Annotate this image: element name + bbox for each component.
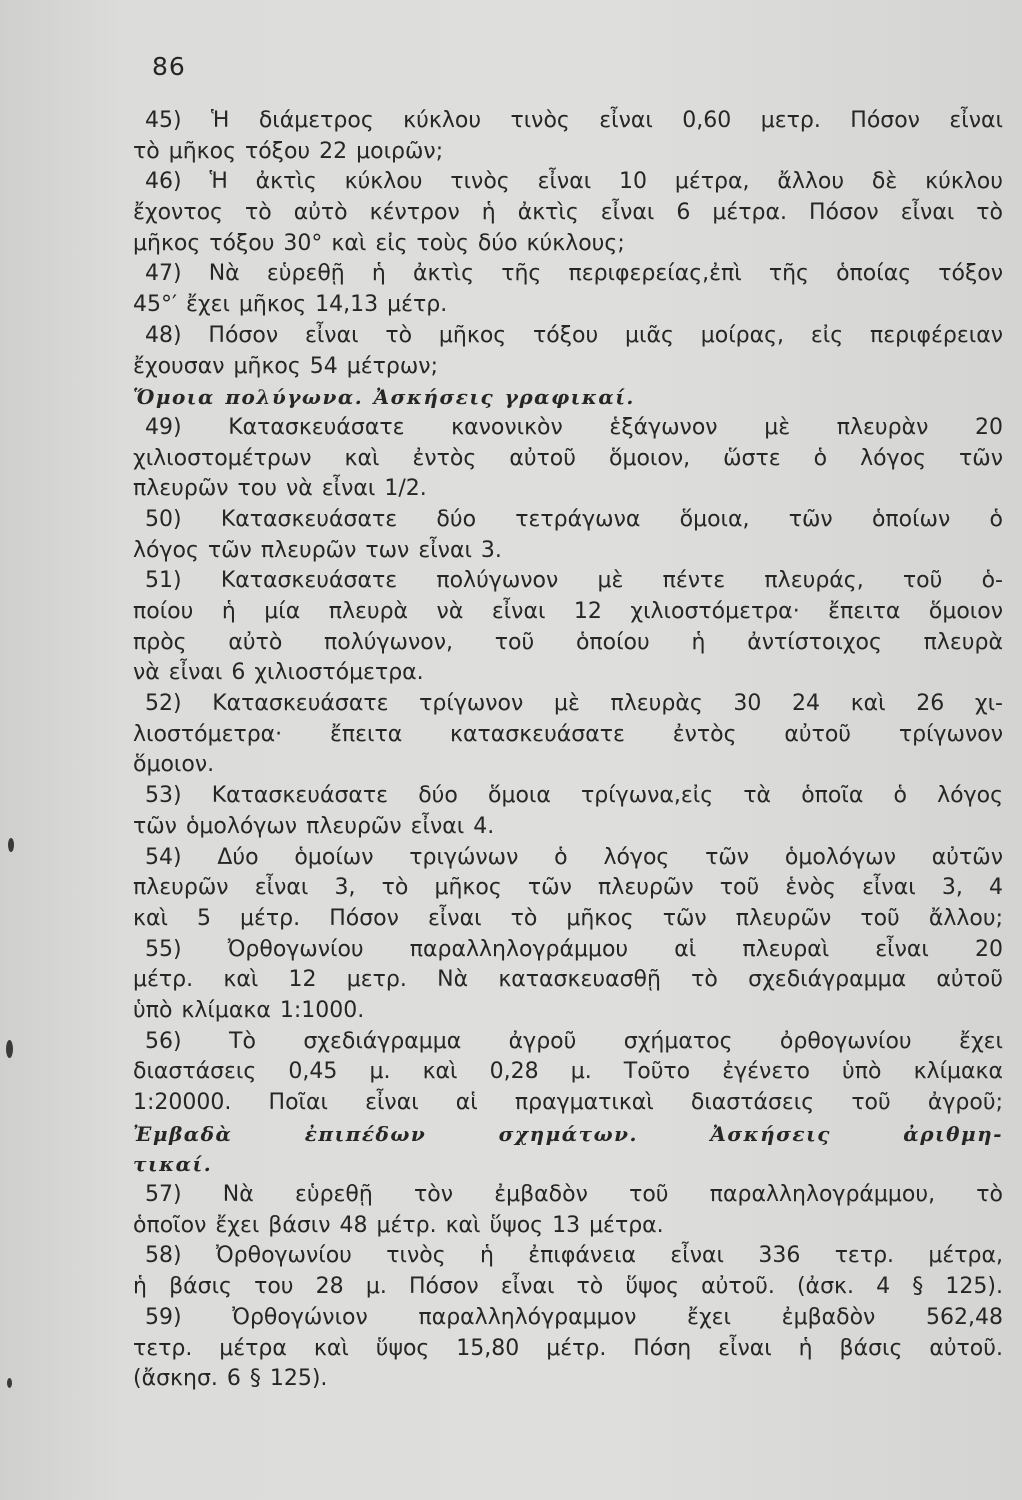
scan-speck [7,1378,12,1388]
text-line: πρὸς αὐτὸ πολύγωνον, τοῦ ὁποίου ἡ ἀντίστοιχος πλευρὰ [133,629,1003,655]
text-line: (ἄσκησ. 6 § 125). [133,1366,328,1392]
section-heading: Ὅμοια πολύγωνα. Ἀσκήσεις γραφικαί. [133,385,635,410]
text-line: καὶ 5 μέτρ. Πόσον εἶναι τὸ μῆκος τῶν πλευρῶν τοῦ ἄλλου; [133,905,1003,931]
text-line: τετρ. μέτρα καὶ ὕψος 15,80 μέτρ. Πόση εἶναι ἡ βάσις αὐτοῦ. [133,1335,1003,1361]
text-line: διαστάσεις 0,45 μ. καὶ 0,28 μ. Τοῦτο ἐγένετο ὑπὸ κλίμακα [133,1059,1003,1085]
text-line: 56) Τὸ σχεδιάγραμμα ἀγροῦ σχήματος ὀρθογωνίου ἔχει [145,1028,1003,1054]
section-heading: Ἐμβαδὰ ἐπιπέδων σχημάτων. Ἀσκήσεις ἀριθμη- [133,1121,1003,1146]
page-text [133,106,1003,1395]
text-line: μέτρ. καὶ 12 μετρ. Νὰ κατασκευασθῇ τὸ σχεδιάγραμμα αὐτοῦ [133,967,1003,993]
text-line: ἔχοντος τὸ αὐτὸ κέντρον ἡ ἀκτὶς εἶναι 6 μέτρα. Πόσον εἶναι τὸ [133,200,1003,226]
text-line: 57) Νὰ εὑρεθῇ τὸν ἐμβαδὸν τοῦ παραλληλογράμμου, τὸ [145,1182,1003,1208]
text-line: τῶν ὁμολόγων πλευρῶν εἶναι 4. [133,813,495,839]
text-line: 47) Νὰ εὑρεθῇ ἡ ἀκτὶς τῆς περιφερείας,ἐπὶ τῆς ὁποίας τόξον [145,261,1003,287]
text-line: 52) Κατασκευάσατε τρίγωνον μὲ πλευρὰς 30 24 καὶ 26 χι- [145,691,1003,717]
text-line: 58) Ὀρθογωνίου τινὸς ἡ ἐπιφάνεια εἶναι 336 τετρ. μέτρα, [145,1243,1003,1269]
text-line: 45°′ ἔχει μῆκος 14,13 μέτρ. [133,292,448,318]
text-line: πλευρῶν του νὰ εἶναι 1/2. [133,476,427,502]
text-line: ποίου ἡ μία πλευρὰ νὰ εἶναι 12 χιλιοστόμετρα· ἔπειτα ὅμοιον [133,599,1003,624]
text-line: ἔχουσαν μῆκος 54 μέτρων; [133,353,438,379]
text-line: 59) Ὀρθογώνιον παραλληλόγραμμον ἔχει ἐμβαδὸν 562,48 [145,1304,1003,1330]
text-line: 55) Ὀρθογωνίου παραλληλογράμμου αἱ πλευραὶ εἶναι 20 [145,936,1003,962]
scan-speck [6,1040,13,1058]
text-line: τὸ μῆκος τόξου 22 μοιρῶν; [133,138,444,164]
scan-speck [8,838,14,852]
text-line: 49) Κατασκευάσατε κανονικὸν ἑξάγωνον μὲ πλευρὰν 20 [145,414,1003,440]
text-line: ὑπὸ κλίμακα 1:1000. [133,997,365,1023]
text-line: μῆκος τόξου 30° καὶ εἰς τοὺς δύο κύκλους; [133,230,625,256]
text-line: ἡ βάσις του 28 μ. Πόσον εἶναι τὸ ὕψος αὐτοῦ. (ἀσκ. 4 § 125). [133,1274,1003,1300]
text-line: 53) Κατασκευάσατε δύο ὅμοια τρίγωνα,εἰς τὰ ὁποῖα ὁ λόγος [145,783,1003,809]
text-line: 45) Ἡ διάμετρος κύκλου τινὸς εἶναι 0,60 μετρ. Πόσον εἶναι [145,108,1003,133]
text-line: λόγος τῶν πλευρῶν των εἶναι 3. [133,537,502,563]
text-line: 50) Κατασκευάσατε δύο τετράγωνα ὅμοια, τῶν ὁποίων ὁ [145,506,1003,532]
text-line: ὅμοιον. [133,752,215,778]
text-line: 48) Πόσον εἶναι τὸ μῆκος τόξου μιᾶς μοίρας, εἰς περιφέρειαν [145,322,1003,348]
text-line: 46) Ἡ ἀκτὶς κύκλου τινὸς εἶναι 10 μέτρα, ἄλλου δὲ κύκλου [145,169,1003,195]
text-line: 51) Κατασκευάσατε πολύγωνον μὲ πέντε πλευράς, τοῦ ὁ- [145,568,1003,594]
text-line: πλευρῶν εἶναι 3, τὸ μῆκος τῶν πλευρῶν τοῦ ἑνὸς εἶναι 3, 4 [133,875,1003,901]
text-line: 54) Δύο ὁμοίων τριγώνων ὁ λόγος τῶν ὁμολόγων αὐτῶν [145,844,1003,870]
text-line: 1:20000. Ποῖαι εἶναι αἱ πραγματικαὶ διαστάσεις τοῦ ἀγροῦ; [133,1090,1003,1115]
page-number: 86 [152,52,186,81]
text-line: λιοστόμετρα· ἔπειτα κατασκευάσατε ἐντὸς αὐτοῦ τρίγωνον [133,721,1003,747]
text-line: ὁποῖον ἔχει βάσιν 48 μέτρ. καὶ ὕψος 13 μέτρα. [133,1212,664,1238]
text-line: χιλιοστομέτρων καὶ ἐντὸς αὐτοῦ ὅμοιον, ὥστε ὁ λόγος τῶν [133,445,1003,471]
section-heading: τικαί. [133,1152,213,1177]
text-line: νὰ εἶναι 6 χιλιοστόμετρα. [133,660,424,686]
